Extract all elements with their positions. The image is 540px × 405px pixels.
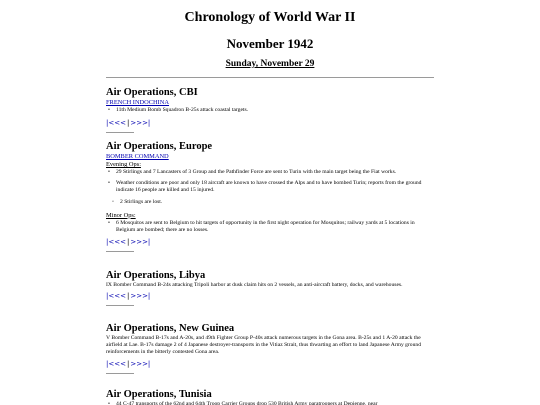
- sub-list-item: ◦ 2 Stirlings are lost.: [106, 199, 434, 206]
- subheading-minor-ops: Minor Ops:: [106, 211, 136, 219]
- list-item: • 29 Stirlings and 7 Lancasters of 3 Group and the Pathfinder Force are sent to Turin with the main target being the Fiat works.: [106, 169, 434, 176]
- nav-next-button[interactable]: >: [130, 359, 137, 368]
- nav-bar: [106, 292, 434, 301]
- section-air-ops-libya: [106, 270, 434, 306]
- section-air-ops-cbi: [106, 87, 434, 133]
- section-text: V Bomber Command B-17s and A-20s, and 49th Fighter Group P-40s attack numerous targets in the Gona area. B-25s and 1 A-20 attack the airfield at Lae. B-17s damage 2 of 4 Japanese destroyer-transports in the Vitiaz Strait, thus thwarting an effort to land Japanese Army ground reinforcements in the bitterly contested Gona area.: [106, 335, 421, 356]
- nav-first-button[interactable]: |<<: [106, 119, 121, 128]
- category-link-french-indochina[interactable]: FRENCH INDOCHINA: [106, 99, 170, 106]
- nav-separator: |: [126, 292, 130, 301]
- list-item: • 44 C-47 transports of the 62nd and 64th Troop Carrier Groups drop 530 British Army paratroopers at Depienne, near: [106, 401, 434, 405]
- nav-bar: [106, 360, 434, 369]
- nav-last-button[interactable]: >>|: [136, 238, 151, 247]
- section-heading: Air Operations, Europe: [106, 141, 213, 152]
- nav-next-button[interactable]: >: [130, 292, 137, 301]
- list-item: • 11th Medium Bomb Squadron B-25s attack coastal targets.: [106, 107, 434, 114]
- nav-last-button[interactable]: >>|: [136, 119, 151, 128]
- nav-divider: [106, 251, 134, 252]
- page-title: Chronology of World War II: [184, 10, 356, 25]
- nav-prev-button[interactable]: <: [120, 292, 126, 301]
- nav-divider: [106, 305, 134, 306]
- nav-divider: [106, 132, 134, 133]
- month-title: November 1942: [226, 36, 314, 51]
- subheading-evening-ops: Evening Ops:: [106, 161, 141, 168]
- divider: [106, 77, 434, 78]
- nav-separator: |: [126, 119, 130, 128]
- section-heading: Air Operations, New Guinea: [106, 323, 235, 334]
- section-heading: Air Operations, Tunisia: [106, 389, 212, 400]
- nav-bar: [106, 238, 434, 247]
- list-item: • Weather conditions are poor and only 18 aircraft are known to have crossed the Alps and to have bombed Turin; reports from the ground indicate 16 people are killed and 15 injured.: [106, 180, 434, 194]
- nav-divider: [106, 373, 134, 374]
- nav-first-button[interactable]: |<<: [106, 292, 121, 301]
- nav-last-button[interactable]: >>|: [136, 292, 151, 301]
- nav-prev-button[interactable]: <: [120, 359, 126, 368]
- nav-prev-button[interactable]: <: [120, 238, 126, 247]
- day-title: Sunday, November 29: [225, 59, 315, 69]
- list-item: • 6 Mosquitos are sent to Belgium to hit targets of opportunity in the first night operation for Mosquitos; railway yards at 5 locations in Belgium are bombed; there are no losses.: [106, 220, 434, 234]
- nav-next-button[interactable]: >: [130, 238, 137, 247]
- nav-last-button[interactable]: >>|: [136, 359, 151, 368]
- nav-prev-button[interactable]: <: [120, 119, 126, 128]
- nav-separator: |: [126, 359, 130, 368]
- section-air-ops-tunisia: [106, 389, 434, 405]
- category-link-bomber-command[interactable]: BOMBER COMMAND: [106, 153, 169, 160]
- section-heading: Air Operations, Libya: [106, 270, 206, 281]
- nav-next-button[interactable]: >: [130, 119, 137, 128]
- nav-first-button[interactable]: |<<: [106, 238, 121, 247]
- section-text: IX Bomber Command B-24s attacking Tripoli harbor at dusk claim hits on 2 vessels, an anti-aircraft battery, docks, and warehouses.: [106, 282, 403, 288]
- section-air-ops-new-guinea: [106, 323, 434, 374]
- nav-first-button[interactable]: |<<: [106, 359, 121, 368]
- section-heading: Air Operations, CBI: [106, 87, 198, 98]
- section-air-ops-europe: [106, 141, 434, 252]
- nav-separator: |: [126, 238, 130, 247]
- nav-bar: [106, 119, 434, 128]
